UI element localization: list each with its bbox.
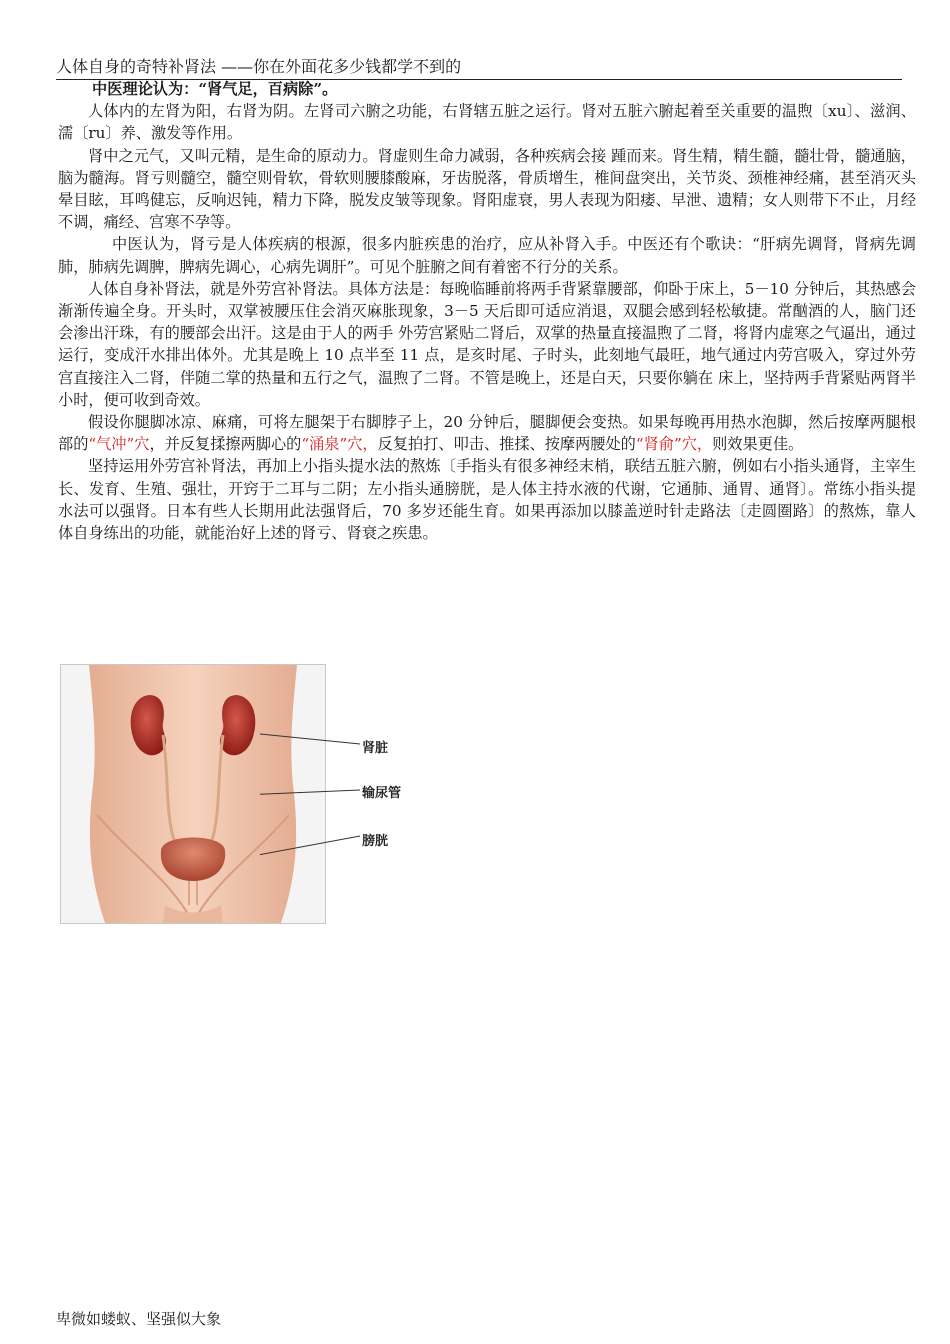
paragraph-3: 中医认为，肾亏是人体疾病的根源，很多内脏疾患的治疗，应从补肾入手。中医还有个歌诀：“肝病先调肾，肾病先调肺，肺病先调脾，脾病先调心，心病先调肝”。可见个脏腑之间有着密不行分的关系。 [58, 235, 916, 276]
torso-shape [89, 665, 297, 923]
paragraph-5-text-b: ，并反复揉擦两脚心的 [149, 435, 302, 454]
paragraph-5 [58, 411, 916, 455]
paragraph-6: 坚持运用外劳宫补肾法，再加上小指头提水法的熬炼〔手指头有很多神经末梢，联结五脏六腑，例如右小指头通肾，主宰生长、发育、生殖、强壮，开窍于二耳与二阴；左小指头通膀胱，是人体主持水液的代谢，它通肺、通胃、通肾〕。常练小指头提水法可以强肾。日本有些人长期用此法强肾后，70 多岁还能生育。如果再添加以膝盖逆时针走路法〔走圆圈路〕的熬炼，靠人体自身练出的功能，就能治好上述的肾亏、肾衰之疾患。 [58, 457, 916, 543]
acupoint-qichong: “气冲”穴 [88, 435, 150, 454]
anatomy-illustration [60, 664, 326, 924]
paragraph-5-text-d: 则效果更佳。 [712, 435, 804, 454]
article-subheading: 中医理论认为：“肾气足，百病除”。 [92, 80, 338, 98]
paragraph-2: 肾中之元气，又叫元精，是生命的原动力。肾虚则生命力减弱，各种疾病会接 踵而来。肾生精，精生髓，髓壮骨，髓通脑，脑为髓海。肾亏则髓空，髓空则骨软，骨软则腰膝酸麻，牙齿脱落，骨质增生，椎间盘突出，关节炎、颈椎神经痛，甚至消灭头晕目眩，耳鸣健忘，反响迟钝，精力下降，脱发皮皱等现象。肾阳虚衰，男人表现为阳痿、早泄、遗精；女人则带下不止，月经不调，痛经、宫寒不孕等。 [58, 146, 916, 232]
paragraph-5-text-c: 反复拍打、叩击、推揉、按摩两腰处的 [377, 435, 636, 454]
label-bladder: 膀胱 [362, 834, 389, 849]
paragraph-1: 人体内的左肾为阳，右肾为阴。左肾司六腑之功能，右肾辖五脏之运行。肾对五脏六腑起着至关重要的温煦〔xu〕、滋润、濡〔ru〕养、激发等作用。 [58, 102, 916, 143]
paragraph-5-text-a: 假设你腿脚冰凉、麻痛，可将左腿架于右脚脖子上，20 分钟后，腿脚便会变热。如果每晚再用热水泡脚，然后按摩两腿根部的 [58, 413, 916, 454]
urinary-system-illustration [61, 665, 325, 923]
page-header: 人体自身的奇特补肾法 ——你在外面花多少钱都学不到的 [56, 57, 462, 76]
page-footer: 卑微如蝼蚁、坚强似大象 [56, 1310, 222, 1328]
paragraph-4: 人体自身补肾法，就是外劳宫补肾法。具体方法是：每晚临睡前将两手背紧靠腰部，仰卧于床上，5－10 分钟后，其热感会渐渐传遍全身。开头时，双掌被腰压住会消灭麻胀现象，3－5 天后即可适应消退，双腿会感到轻松敏捷。常酗酒的人，脑门还会渗出汗珠，有的腰部会出汗。这是由于人的两手 外劳宫紧贴二肾后，双掌的热量直接温煦了二肾，将肾内虚寒之气逼出，通过运行，变成汗水排出体外。尤其是晚上 10 点半至 11 点，是亥时尾、子时头，此刻地气最旺，地气通过内劳宫吸入，穿过外劳宫直接注入二肾，伴随二掌的热量和五行之气，温煦了二肾。不管是晚上，还是白天，只要你躺在 床上，坚持两手背紧贴两肾半小时，便可收到奇效。 [58, 279, 916, 409]
acupoint-shenshu: “肾俞”穴， [635, 435, 713, 454]
anatomy-figure [60, 664, 420, 926]
label-ureter: 输尿管 [362, 786, 402, 801]
acupoint-yongquan: “涌泉”穴， [301, 435, 378, 454]
label-kidney: 肾脏 [362, 741, 389, 756]
article-body [58, 78, 916, 544]
